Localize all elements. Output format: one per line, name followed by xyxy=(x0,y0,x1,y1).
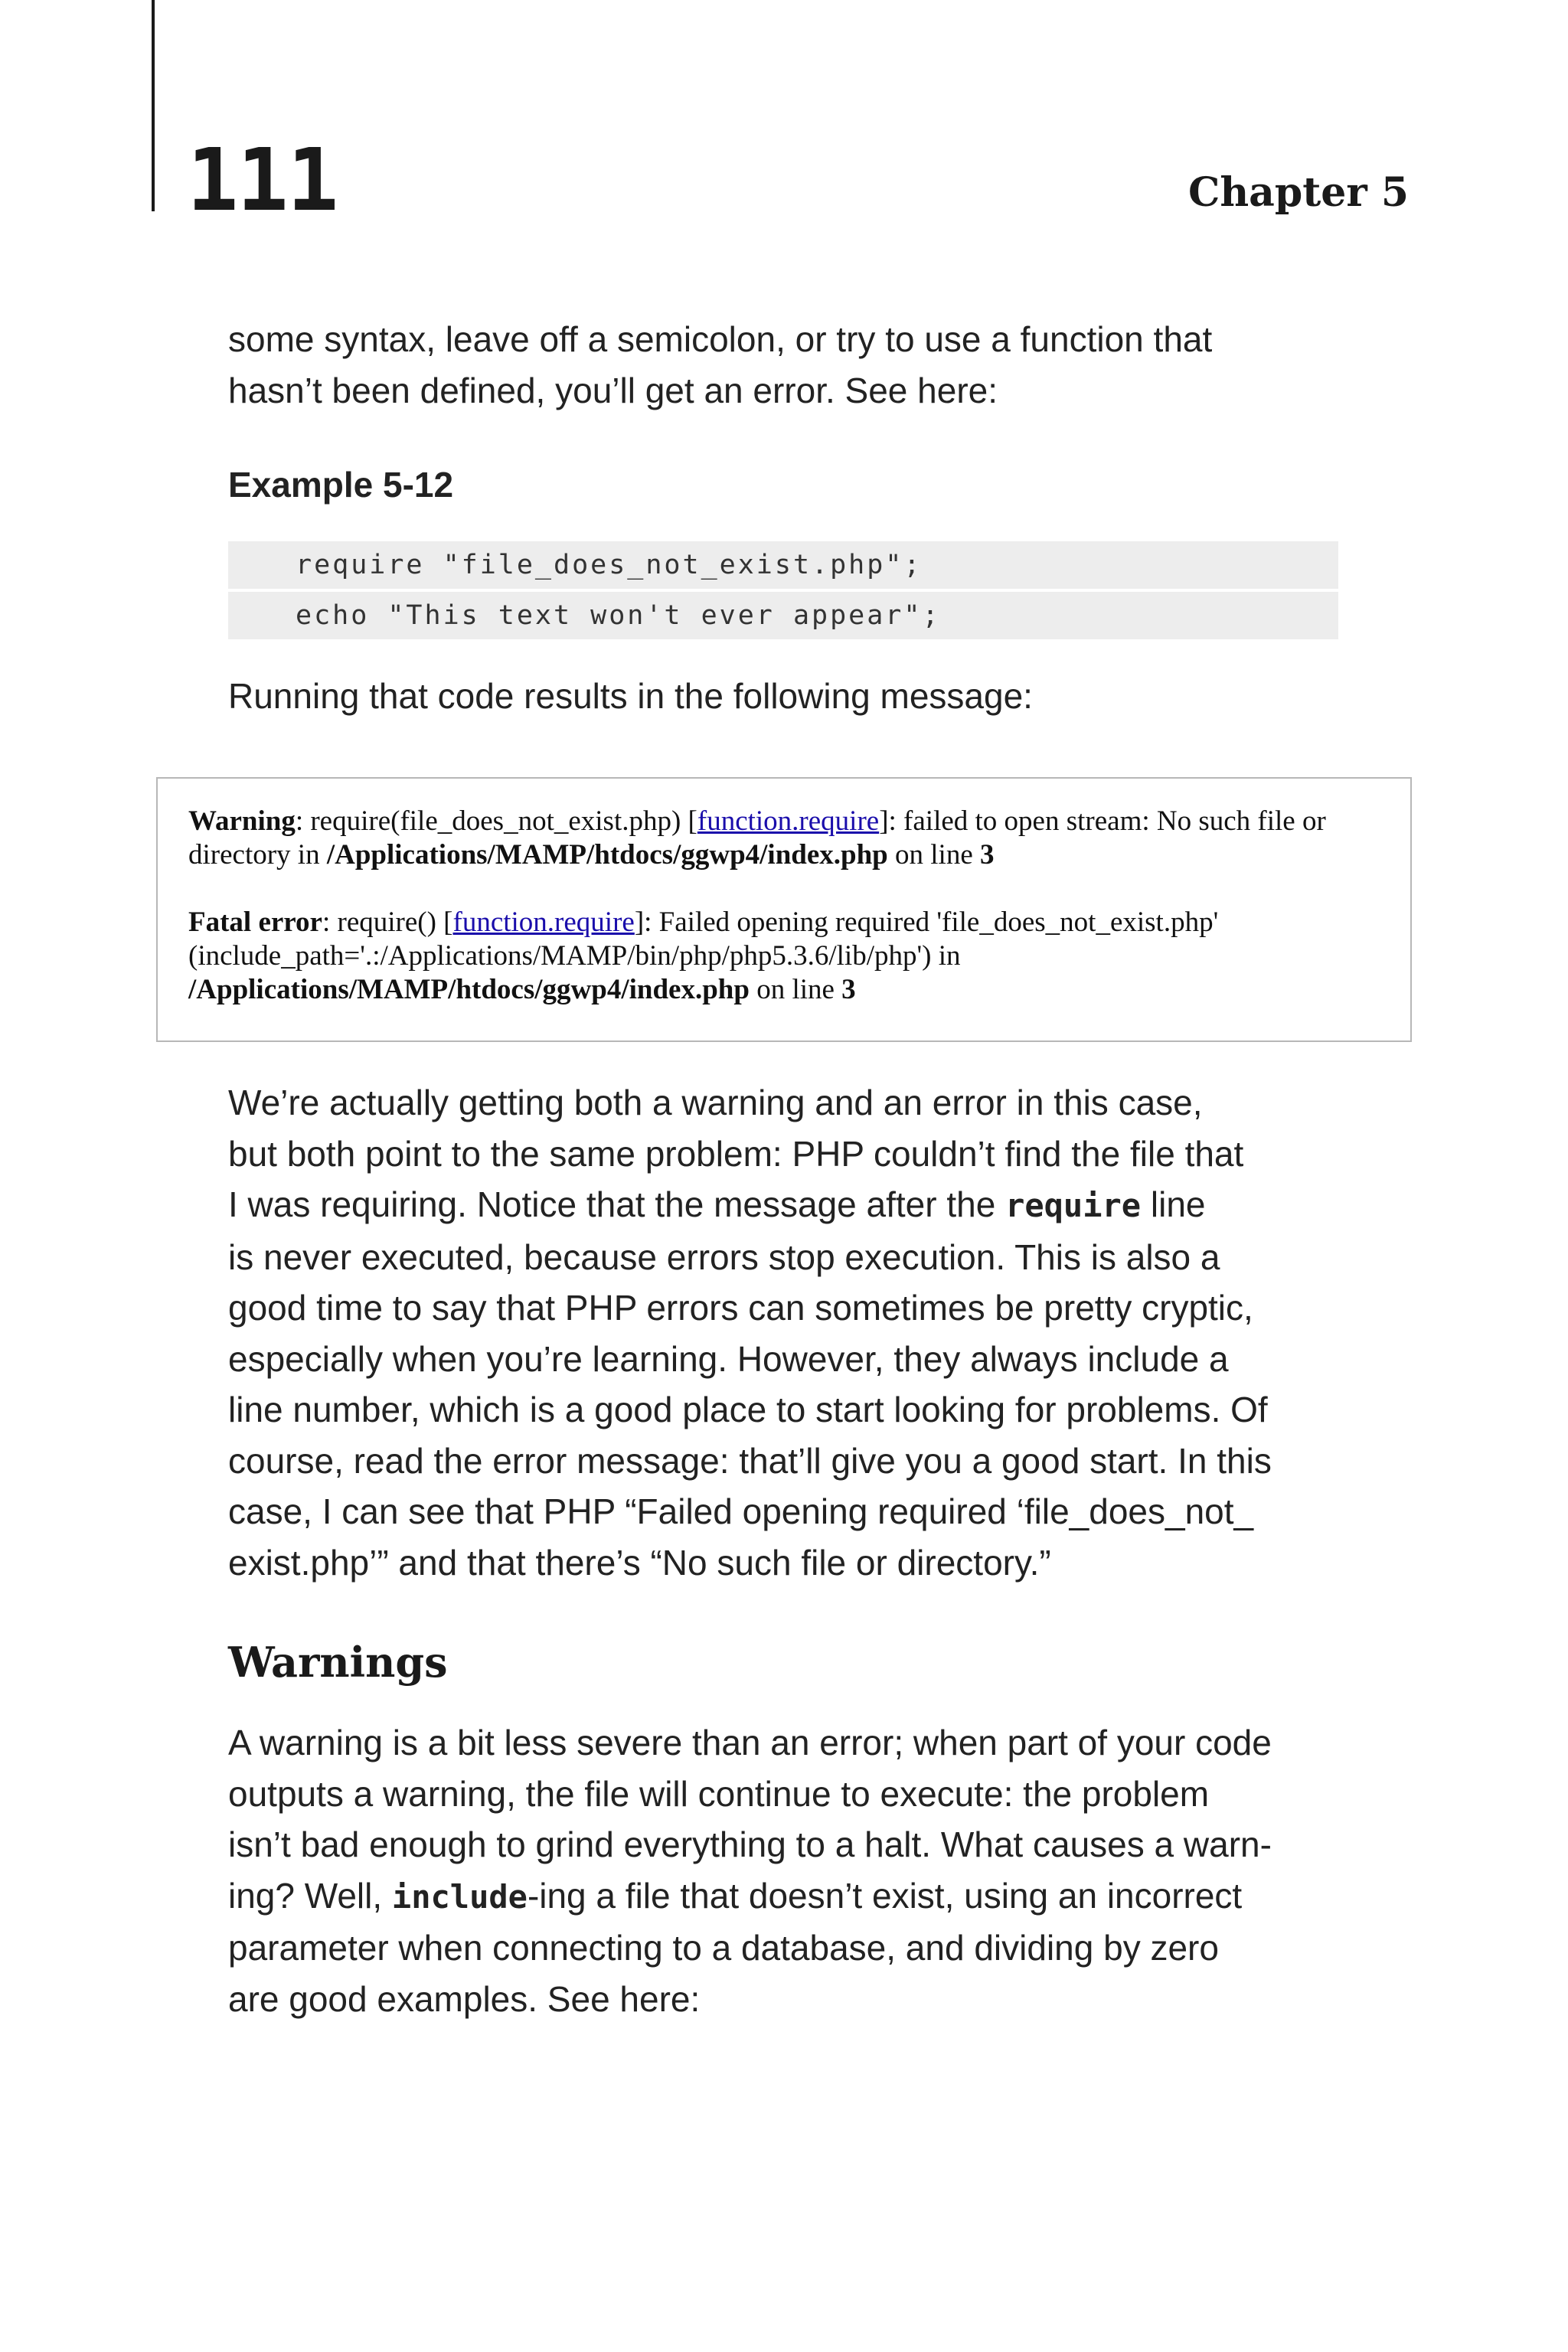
warning-function-link[interactable]: function.require xyxy=(697,805,880,837)
fatal-on-line: on line xyxy=(749,974,842,1005)
intro-paragraph xyxy=(228,314,1346,416)
fatal-error-path: /Applications/MAMP/htdocs/ggwp4/index.php xyxy=(188,974,750,1005)
fatal-error-text: : require() [ xyxy=(322,906,453,938)
intro-line: some syntax, leave off a semicolon, or try to use a function that xyxy=(228,319,1213,359)
paragraph-line: parameter when connecting to a database, and dividing by zero xyxy=(228,1928,1219,1968)
paragraph-line: A warning is a bit less severe than an error; when part of your code xyxy=(228,1723,1272,1762)
explanation-paragraph xyxy=(228,1077,1346,1588)
inline-code-require: require xyxy=(1005,1187,1142,1224)
paragraph-line: is never executed, because errors stop execution. This is also a xyxy=(228,1236,1220,1277)
warning-text: : require(file_does_not_exist.php) [ xyxy=(295,805,697,837)
warning-path: /Applications/MAMP/htdocs/ggwp4/index.php xyxy=(326,839,888,871)
text-run: I was requiring. Notice that the message after the xyxy=(228,1184,1006,1224)
margin-rule xyxy=(152,0,155,211)
code-line: require "file_does_not_exist.php"; xyxy=(228,541,1338,589)
fatal-function-link[interactable]: function.require xyxy=(452,906,635,938)
warning-on-line: on line xyxy=(887,839,980,871)
code-line: echo "This text won't ever appear"; xyxy=(228,592,1338,639)
paragraph-line: outputs a warning, the file will continue to execute: the problem xyxy=(228,1773,1210,1814)
warning-line-number: 3 xyxy=(980,839,995,871)
fatal-line-number: 3 xyxy=(841,974,856,1005)
warning-label: Warning xyxy=(188,805,296,837)
paragraph-line xyxy=(228,1179,1346,1232)
page-number: 111 xyxy=(187,131,338,230)
error-output-screenshot xyxy=(156,777,1412,1042)
text-run: -ing a file that doesn’t exist, using an incorrect xyxy=(527,1875,1243,1916)
fatal-error-text: ]: Failed opening required 'file_does_not_exist.php' (include_path='.:/Applications/MAMP/bin/php/php5.3.6/lib/php') in xyxy=(188,906,1219,972)
paragraph-line: exist.php’” and that there’s “No such file or directory.” xyxy=(228,1542,1051,1583)
text-run: ing? Well, xyxy=(228,1875,392,1916)
chapter-label: Chapter 5 xyxy=(1187,169,1409,216)
warning-text: ]: failed to open stream: No such file or directory in xyxy=(188,805,1326,871)
text-run: line xyxy=(1141,1184,1206,1224)
paragraph-line: good time to say that PHP errors can sometimes be pretty cryptic, xyxy=(228,1288,1253,1328)
intro-line: hasn’t been defined, you’ll get an error. See here: xyxy=(228,370,998,410)
paragraph-line: line number, which is a good place to start looking for problems. Of xyxy=(228,1390,1268,1429)
paragraph-line: course, read the error message: that’ll give you a good start. In this xyxy=(228,1440,1272,1481)
paragraph-line xyxy=(228,1870,1346,1923)
paragraph-line: We’re actually getting both a warning and an error in this case, xyxy=(228,1083,1203,1122)
example-label: Example 5-12 xyxy=(228,465,454,505)
fatal-error-message xyxy=(188,906,1380,1007)
paragraph-line: are good examples. See here: xyxy=(228,1978,701,2019)
warning-message xyxy=(188,805,1380,872)
paragraph-line: but both point to the same problem: PHP couldn’t find the file that xyxy=(228,1133,1244,1174)
paragraph-line: isn’t bad enough to grind everything to a halt. What causes a warn- xyxy=(228,1824,1272,1864)
fatal-error-label: Fatal error xyxy=(188,906,322,938)
inline-code-include: include xyxy=(391,1877,528,1916)
paragraph-line: especially when you’re learning. However, they always include a xyxy=(228,1338,1229,1379)
section-heading-warnings: Warnings xyxy=(228,1638,448,1687)
paragraph-line: case, I can see that PHP “Failed opening required ‘file_does_not_ xyxy=(228,1491,1254,1531)
result-intro: Running that code results in the following message: xyxy=(228,676,1033,716)
warnings-paragraph xyxy=(228,1717,1346,2024)
